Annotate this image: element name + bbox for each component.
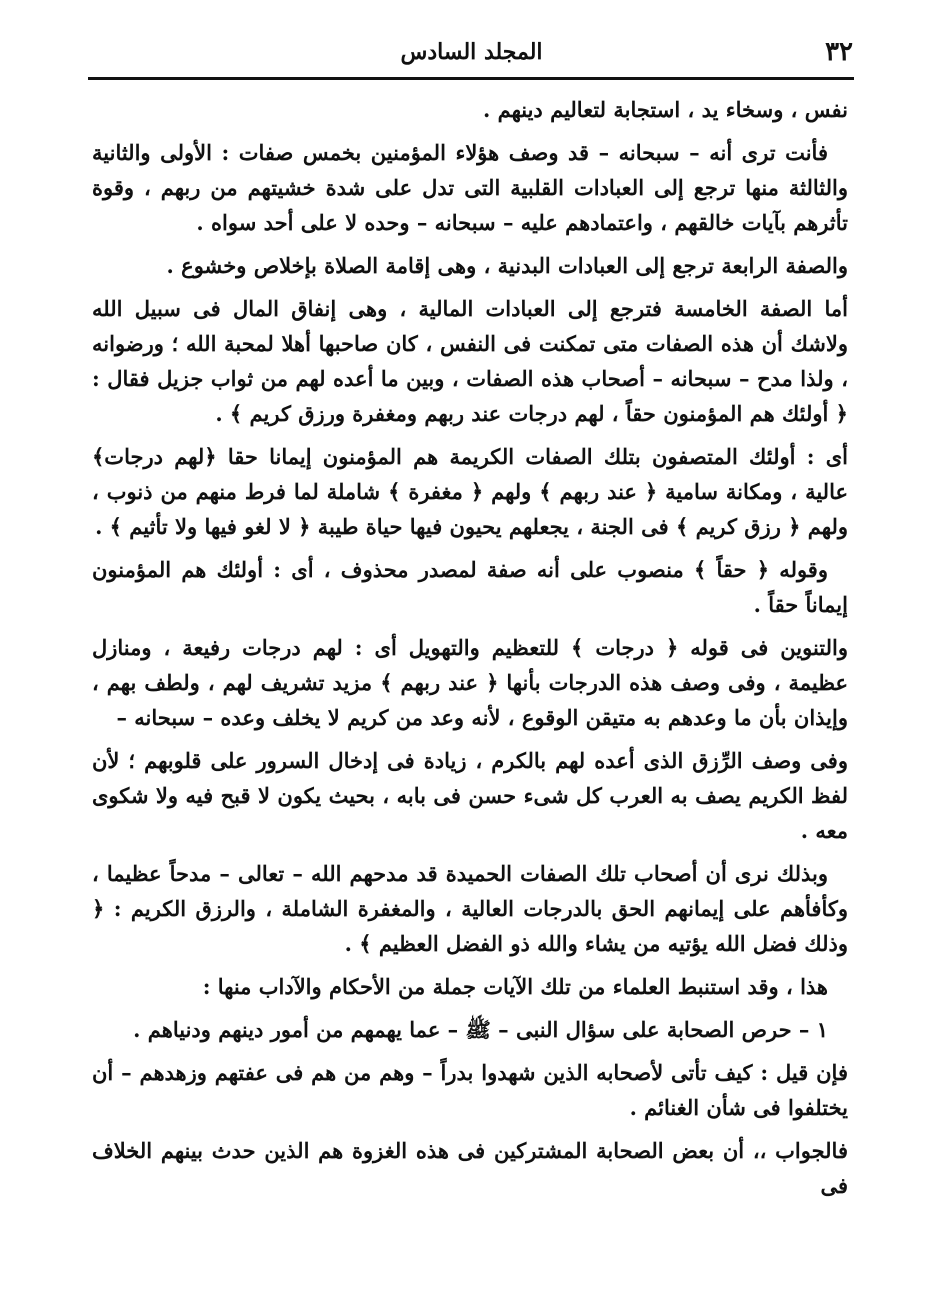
paragraph: ١ – حرص الصحابة على سؤال النبى – ﷺ – عما يهمهم من أمور دينهم ودنياهم . [133, 1017, 828, 1042]
paragraph: أى : أولئك المتصفون بتلك الصفات الكريمة هم المؤمنون إيمانا حقا ﴿لهم درجات﴾ عالية ، ومكانة سامية ﴿ عند ربهم ﴾ ولهم ﴿ مغفرة ﴾ شاملة لما فرط منهم من ذنوب ، ولهم ﴿ رزق كريم ﴾ فى الجنة ، يجعلهم يحيون فيها حياة طيبة ﴿ لا لغو فيها ولا تأثيم ﴾ . [92, 444, 848, 539]
paragraph: فأنت ترى أنه – سبحانه – قد وصف هؤلاء المؤمنين بخمس صفات : الأولى والثانية والثالثة منها ترجع إلى العبادات القلبية التى تدل على شدة خشيتهم من ربهم ، وقوة تأثرهم بآيات خالقهم ، واعتمادهم عليه – سبحانه – وحده لا على أحد سواه . [92, 140, 848, 235]
paragraph: وبذلك نرى أن أصحاب تلك الصفات الحميدة قد مدحهم الله – تعالى – مدحاً عظيما ، وكأفأهم على إيمانهم الحق بالدرجات العالية ، والمغفرة الشاملة ، والرزق الكريم : ﴿ وذلك فضل الله يؤتيه من يشاء والله ذو الفضل العظيم ﴾ . [92, 861, 848, 956]
paragraph: فإن قيل : كيف تأتى لأصحابه الذين شهدوا بدراً – وهم من هم فى عفتهم وزهدهم – أن يختلفوا فى شأن الغنائم . [92, 1060, 848, 1120]
page-number: ٣٢ [825, 37, 853, 67]
paragraph: نفس ، وسخاء يد ، استجابة لتعاليم دينهم . [482, 97, 848, 122]
body-text [92, 92, 848, 1211]
paragraph: وفى وصف الرِّزق الذى أعده لهم بالكرم ، زيادة فى إدخال السرور على قلوبهم ؛ لأن لفظ الكريم يصف به العرب كل شىء حسن فى بابه ، بحيث يكون لا قبح فيه ولا شكوى معه . [92, 748, 848, 843]
paragraph: هذا ، وقد استنبط العلماء من تلك الآيات جملة من الأحكام والآداب منها : [202, 974, 828, 999]
page-header [90, 28, 853, 78]
paragraph: أما الصفة الخامسة فترجع إلى العبادات المالية ، وهى إنفاق المال فى سبيل الله ولاشك أن هذه الصفات متى تمكنت فى النفس ، كان صاحبها أهلا لمحبة الله ؛ ورضوانه ، ولذا مدح – سبحانه – أصحاب هذه الصفات ، وبين ما أعده لهم من ثواب جزيل فقال : ﴿ أولئك هم المؤمنون حقاً ، لهم درجات عند ربهم ومغفرة ورزق كريم ﴾ . [92, 296, 848, 426]
running-title: المجلد السادس [400, 39, 543, 65]
paragraph: والتنوين فى قوله ﴿ درجات ﴾ للتعظيم والتهويل أى : لهم درجات رفيعة ، ومنازل عظيمة ، وفى وصف هذه الدرجات بأنها ﴿ عند ربهم ﴾ مزيد تشريف لهم ، ولطف بهم ، وإيذان بأن ما وعدهم به متيقن الوقوع ، لأنه وعد من كريم لا يخلف وعده – سبحانه – [92, 635, 848, 730]
paragraph: والصفة الرابعة ترجع إلى العبادات البدنية ، وهى إقامة الصلاة بإخلاص وخشوع . [166, 253, 848, 278]
header-rule [88, 77, 854, 80]
paragraph: وقوله ﴿ حقاً ﴾ منصوب على أنه صفة لمصدر محذوف ، أى : أولئك هم المؤمنون إيماناً حقاً . [92, 557, 848, 617]
paragraph: فالجواب ،، أن بعض الصحابة المشتركين فى هذه الغزوة هم الذين حدث بينهم الخلاف فى [92, 1138, 848, 1198]
